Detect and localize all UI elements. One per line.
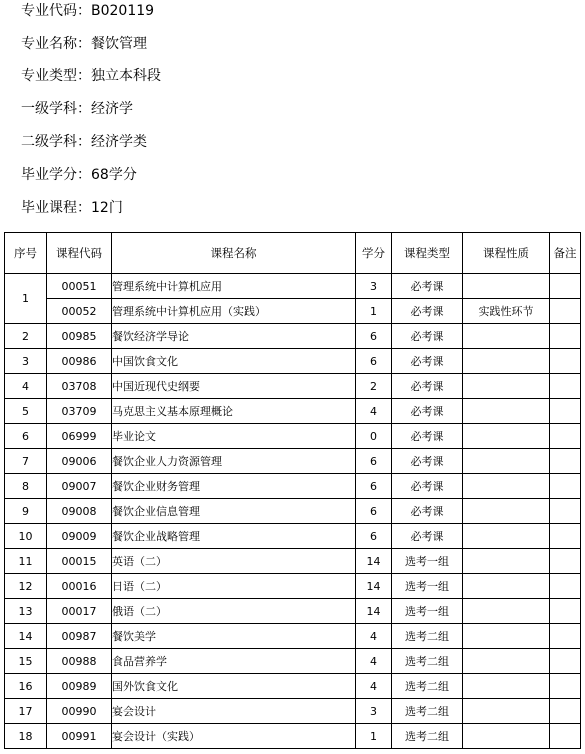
cell-code: 00991 [47, 724, 112, 749]
table-row [5, 424, 581, 449]
cell-credit: 6 [356, 324, 392, 349]
cell-nature: 实践性环节 [463, 299, 550, 324]
info-value: 经济学类 [91, 134, 147, 150]
cell-type: 选考一组 [392, 549, 463, 574]
cell-credit: 6 [356, 474, 392, 499]
cell-nature [463, 649, 550, 674]
cell-code: 00016 [47, 574, 112, 599]
info-major-type [21, 67, 161, 85]
cell-note [550, 724, 581, 749]
info-graduation-courses [21, 199, 123, 217]
cell-code: 00985 [47, 324, 112, 349]
cell-index: 9 [5, 499, 47, 524]
table-row [5, 299, 581, 324]
cell-code: 00017 [47, 599, 112, 624]
cell-nature [463, 324, 550, 349]
info-value: B020119 [91, 3, 155, 19]
cell-credit: 6 [356, 499, 392, 524]
cell-nature [463, 449, 550, 474]
cell-type: 必考课 [392, 324, 463, 349]
cell-name: 日语（二） [112, 574, 356, 599]
cell-credit: 0 [356, 424, 392, 449]
table-row [5, 649, 581, 674]
cell-name: 英语（二） [112, 549, 356, 574]
table-row [5, 449, 581, 474]
header-nature: 课程性质 [463, 233, 550, 274]
cell-index: 7 [5, 449, 47, 474]
cell-type: 必考课 [392, 299, 463, 324]
cell-type: 必考课 [392, 399, 463, 424]
table-row [5, 699, 581, 724]
cell-index: 4 [5, 374, 47, 399]
cell-type: 必考课 [392, 449, 463, 474]
cell-index: 13 [5, 599, 47, 624]
cell-credit: 4 [356, 649, 392, 674]
cell-note [550, 324, 581, 349]
cell-index: 18 [5, 724, 47, 749]
info-label: 二级学科： [21, 134, 91, 150]
info-value: 经济学 [91, 101, 133, 117]
cell-type: 选考一组 [392, 574, 463, 599]
cell-note [550, 649, 581, 674]
cell-name: 餐饮企业信息管理 [112, 499, 356, 524]
cell-code: 00987 [47, 624, 112, 649]
cell-name: 俄语（二） [112, 599, 356, 624]
cell-code: 03708 [47, 374, 112, 399]
cell-note [550, 524, 581, 549]
cell-name: 中国饮食文化 [112, 349, 356, 374]
cell-note [550, 624, 581, 649]
info-label: 专业类型： [21, 68, 91, 84]
cell-nature [463, 399, 550, 424]
table-row [5, 724, 581, 749]
cell-nature [463, 274, 550, 299]
cell-name: 餐饮美学 [112, 624, 356, 649]
cell-type: 必考课 [392, 524, 463, 549]
cell-nature [463, 724, 550, 749]
cell-code: 00015 [47, 549, 112, 574]
cell-index: 16 [5, 674, 47, 699]
table-row [5, 499, 581, 524]
cell-type: 选考二组 [392, 674, 463, 699]
cell-credit: 3 [356, 274, 392, 299]
cell-type: 选考一组 [392, 599, 463, 624]
cell-code: 00051 [47, 274, 112, 299]
cell-type: 必考课 [392, 474, 463, 499]
cell-note [550, 574, 581, 599]
cell-code: 09007 [47, 474, 112, 499]
cell-type: 选考二组 [392, 649, 463, 674]
cell-code: 09008 [47, 499, 112, 524]
cell-nature [463, 374, 550, 399]
cell-credit: 2 [356, 374, 392, 399]
info-second-discipline [21, 133, 147, 151]
cell-code: 00052 [47, 299, 112, 324]
cell-note [550, 699, 581, 724]
cell-type: 选考二组 [392, 724, 463, 749]
cell-name: 管理系统中计算机应用 [112, 274, 356, 299]
header-code: 课程代码 [47, 233, 112, 274]
cell-credit: 14 [356, 574, 392, 599]
table-row [5, 399, 581, 424]
cell-type: 必考课 [392, 374, 463, 399]
cell-index: 11 [5, 549, 47, 574]
cell-index: 1 [5, 274, 47, 324]
cell-code: 06999 [47, 424, 112, 449]
cell-note [550, 499, 581, 524]
cell-note [550, 424, 581, 449]
cell-note [550, 274, 581, 299]
cell-note [550, 349, 581, 374]
cell-code: 09009 [47, 524, 112, 549]
table-row [5, 674, 581, 699]
cell-name: 宴会设计（实践） [112, 724, 356, 749]
info-label: 专业名称： [21, 36, 91, 52]
table-row [5, 374, 581, 399]
cell-code: 00990 [47, 699, 112, 724]
cell-nature [463, 549, 550, 574]
cell-index: 5 [5, 399, 47, 424]
cell-note [550, 599, 581, 624]
cell-credit: 4 [356, 674, 392, 699]
cell-name: 宴会设计 [112, 699, 356, 724]
cell-credit: 1 [356, 724, 392, 749]
info-value: 12门 [91, 200, 123, 216]
cell-name: 食品营养学 [112, 649, 356, 674]
cell-credit: 1 [356, 299, 392, 324]
cell-type: 必考课 [392, 274, 463, 299]
table-row [5, 324, 581, 349]
cell-credit: 4 [356, 399, 392, 424]
header-credit: 学分 [356, 233, 392, 274]
cell-index: 10 [5, 524, 47, 549]
info-label: 专业代码： [21, 3, 91, 19]
cell-name: 餐饮经济学导论 [112, 324, 356, 349]
header-name: 课程名称 [112, 233, 356, 274]
cell-nature [463, 424, 550, 449]
info-label: 一级学科： [21, 101, 91, 117]
cell-type: 必考课 [392, 499, 463, 524]
info-graduation-credits [21, 166, 137, 184]
cell-name: 毕业论文 [112, 424, 356, 449]
cell-type: 选考二组 [392, 699, 463, 724]
info-label: 毕业学分： [21, 167, 91, 183]
header-index: 序号 [5, 233, 47, 274]
table-row [5, 574, 581, 599]
table-row [5, 474, 581, 499]
table-row [5, 624, 581, 649]
cell-note [550, 299, 581, 324]
cell-nature [463, 524, 550, 549]
info-value: 餐饮管理 [91, 36, 147, 52]
table-row [5, 349, 581, 374]
cell-type: 选考二组 [392, 624, 463, 649]
cell-credit: 6 [356, 349, 392, 374]
info-first-discipline [21, 100, 133, 118]
header-note: 备注 [550, 233, 581, 274]
cell-note [550, 449, 581, 474]
table-row [5, 524, 581, 549]
cell-code: 03709 [47, 399, 112, 424]
cell-nature [463, 499, 550, 524]
course-table [4, 232, 581, 749]
table-row [5, 599, 581, 624]
cell-credit: 6 [356, 524, 392, 549]
cell-credit: 4 [356, 624, 392, 649]
cell-name: 管理系统中计算机应用（实践） [112, 299, 356, 324]
table-header-row [5, 233, 581, 274]
cell-note [550, 474, 581, 499]
cell-nature [463, 624, 550, 649]
cell-index: 2 [5, 324, 47, 349]
cell-index: 15 [5, 649, 47, 674]
cell-note [550, 674, 581, 699]
cell-name: 餐饮企业战略管理 [112, 524, 356, 549]
info-major-code [21, 2, 154, 20]
cell-code: 09006 [47, 449, 112, 474]
cell-note [550, 399, 581, 424]
cell-type: 必考课 [392, 349, 463, 374]
table-row [5, 274, 581, 299]
table-row [5, 549, 581, 574]
cell-credit: 3 [356, 699, 392, 724]
cell-nature [463, 599, 550, 624]
cell-note [550, 374, 581, 399]
info-label: 毕业课程： [21, 200, 91, 216]
cell-name: 中国近现代史纲要 [112, 374, 356, 399]
cell-nature [463, 474, 550, 499]
cell-name: 餐饮企业财务管理 [112, 474, 356, 499]
cell-credit: 6 [356, 449, 392, 474]
cell-index: 8 [5, 474, 47, 499]
info-value: 独立本科段 [91, 68, 161, 84]
cell-index: 12 [5, 574, 47, 599]
cell-credit: 14 [356, 599, 392, 624]
cell-code: 00988 [47, 649, 112, 674]
cell-nature [463, 674, 550, 699]
info-major-name [21, 35, 147, 53]
info-value: 68学分 [91, 167, 137, 183]
cell-nature [463, 574, 550, 599]
cell-name: 国外饮食文化 [112, 674, 356, 699]
cell-credit: 14 [356, 549, 392, 574]
cell-index: 14 [5, 624, 47, 649]
cell-index: 3 [5, 349, 47, 374]
cell-nature [463, 349, 550, 374]
cell-name: 餐饮企业人力资源管理 [112, 449, 356, 474]
cell-nature [463, 699, 550, 724]
cell-name: 马克思主义基本原理概论 [112, 399, 356, 424]
cell-index: 6 [5, 424, 47, 449]
header-type: 课程类型 [392, 233, 463, 274]
cell-code: 00989 [47, 674, 112, 699]
cell-code: 00986 [47, 349, 112, 374]
cell-note [550, 549, 581, 574]
cell-type: 必考课 [392, 424, 463, 449]
cell-index: 17 [5, 699, 47, 724]
